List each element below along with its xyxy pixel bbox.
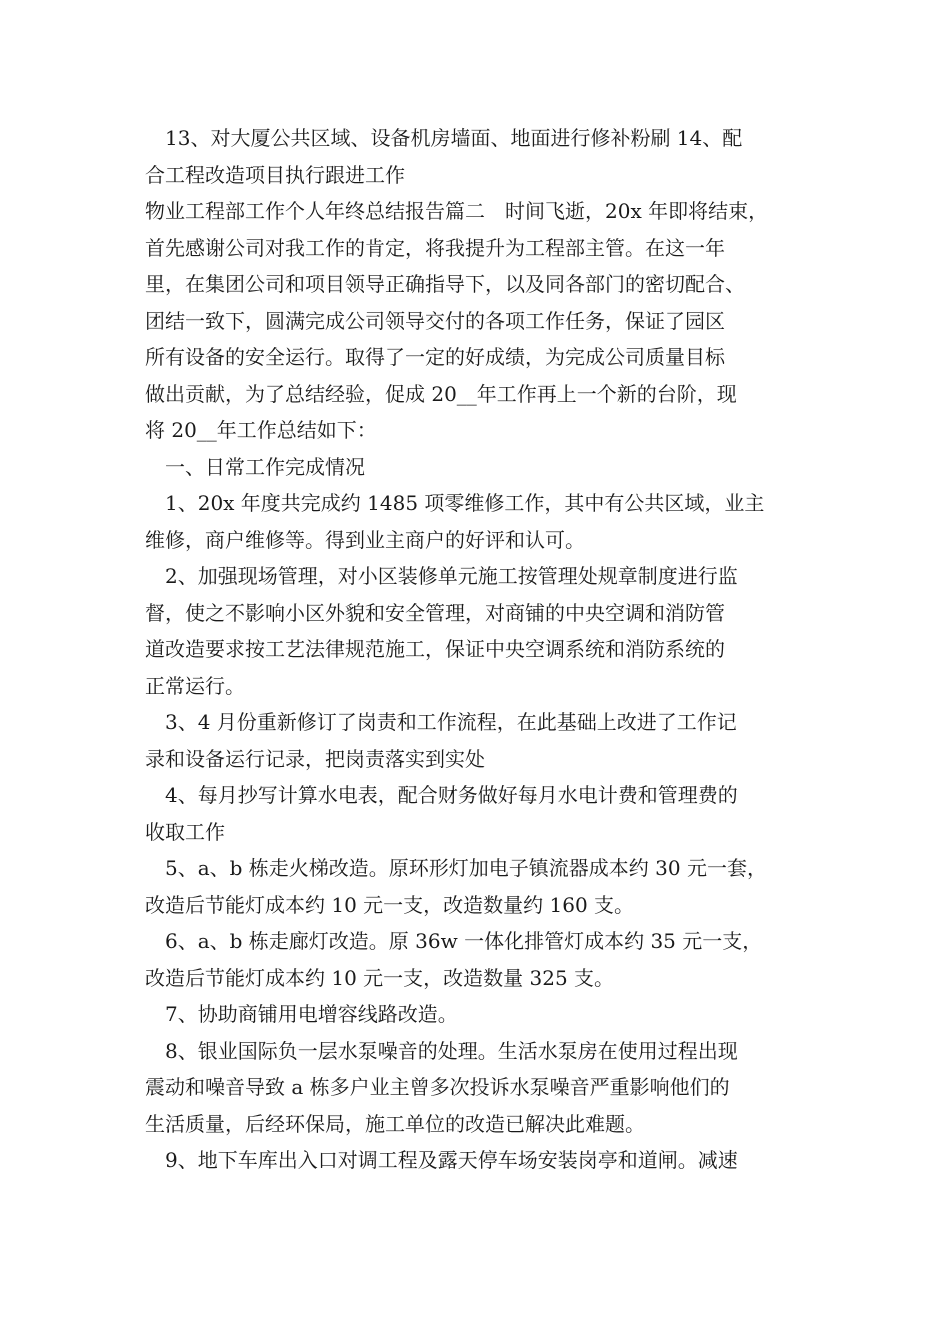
text-line: 录和设备运行记录，把岗责落实到实处 xyxy=(145,746,485,771)
text-line: 合工程改造项目执行跟进工作 xyxy=(145,162,405,187)
section-heading: 一、日常工作完成情况 xyxy=(165,454,365,479)
text-line: 首先感谢公司对我工作的肯定，将我提升为工程部主管。在这一年 xyxy=(145,235,725,260)
text-line: 5、a、b 栋走火梯改造。原环形灯加电子镇流器成本约 30 元一套， xyxy=(165,856,767,880)
text-line: 督，使之不影响小区外貌和安全管理，对商铺的中央空调和消防管 xyxy=(145,600,725,625)
text-line: 团结一致下，圆满完成公司领导交付的各项工作任务，保证了园区 xyxy=(145,308,725,333)
text-line: 道改造要求按工艺法律规范施工，保证中央空调系统和消防系统的 xyxy=(145,637,725,661)
text-line: 13、对大厦公共区域、设备机房墙面、地面进行修补粉刷 14、配 xyxy=(165,126,743,150)
text-line: 4、每月抄写计算水电表，配合财务做好每月水电计费和管理费的 xyxy=(165,783,738,807)
text-line: 震动和噪音导致 a 栋多户业主曾多次投诉水泵噪音严重影响他们的 xyxy=(145,1075,730,1099)
text-line: 收取工作 xyxy=(145,819,225,844)
text-line: 改造后节能灯成本约 10 元一支，改造数量 325 支。 xyxy=(145,965,615,990)
text-line: 做出贡献，为了总结经验，促成 20__年工作再上一个新的台阶，现 xyxy=(145,381,737,406)
text-line: 将 20__年工作总结如下： xyxy=(145,418,377,442)
text-line: 维修，商户维修等。得到业主商户的好评和认可。 xyxy=(145,527,585,552)
text-line: 物业工程部工作个人年终总结报告篇二 时间飞逝，20x 年即将结束， xyxy=(145,199,769,223)
text-line: 6、a、b 栋走廊灯改造。原 36w 一体化排管灯成本约 35 元一支， xyxy=(165,929,763,953)
text-line: 1、20x 年度共完成约 1485 项零维修工作，其中有公共区域，业主 xyxy=(165,491,765,515)
text-line: 8、银业国际负一层水泵噪音的处理。生活水泵房在使用过程出现 xyxy=(165,1038,738,1063)
text-line: 里，在集团公司和项目领导正确指导下，以及同各部门的密切配合、 xyxy=(145,272,745,296)
document-body xyxy=(145,120,810,1179)
text-line: 3、4 月份重新修订了岗责和工作流程，在此基础上改进了工作记 xyxy=(165,710,737,734)
text-line: 所有设备的安全运行。取得了一定的好成绩，为完成公司质量目标 xyxy=(145,345,725,369)
text-line: 7、协助商铺用电增容线路改造。 xyxy=(165,1002,458,1026)
text-line: 生活质量，后经环保局，施工单位的改造已解决此难题。 xyxy=(145,1111,645,1136)
text-line: 2、加强现场管理，对小区装修单元施工按管理处规章制度进行监 xyxy=(165,564,738,588)
text-line: 9、地下车库出入口对调工程及露天停车场安装岗亭和道闸。减速 xyxy=(165,1148,738,1172)
document-page xyxy=(145,120,810,1179)
text-line: 改造后节能灯成本约 10 元一支，改造数量约 160 支。 xyxy=(145,892,635,917)
text-line: 正常运行。 xyxy=(145,673,245,698)
